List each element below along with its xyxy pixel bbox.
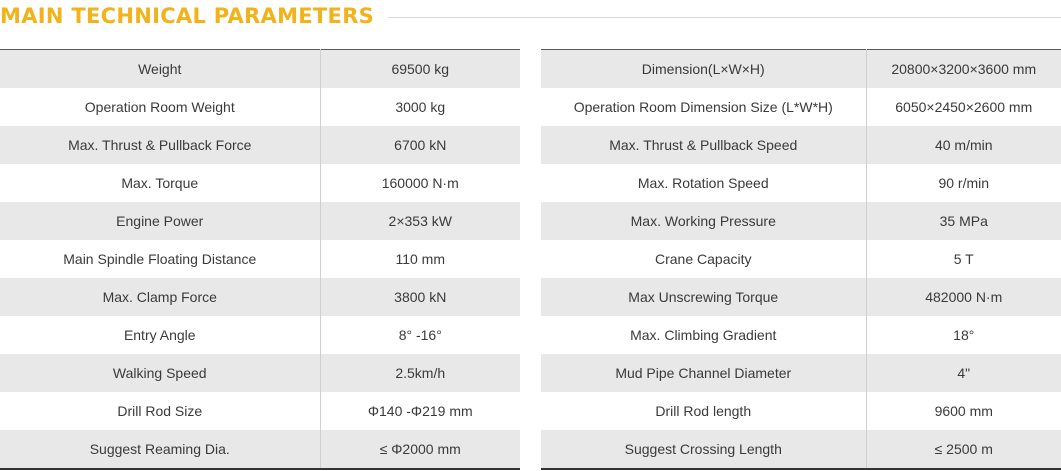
parameter-label: Main Spindle Floating Distance — [0, 240, 320, 278]
parameter-value: 8° -16° — [320, 316, 520, 354]
parameter-value: 35 MPa — [866, 202, 1061, 240]
parameter-label: Suggest Reaming Dia. — [0, 430, 320, 469]
table-row — [0, 278, 520, 316]
parameter-label: Crane Capacity — [541, 240, 866, 278]
parameter-value: 40 m/min — [866, 126, 1061, 164]
parameter-value: 482000 N·m — [866, 278, 1061, 316]
table-row — [0, 430, 520, 469]
table-row — [541, 126, 1061, 164]
parameter-value: 18° — [866, 316, 1061, 354]
parameter-value: 2×353 kW — [320, 202, 520, 240]
parameter-value: 69500 kg — [320, 50, 520, 89]
parameter-value: 3000 kg — [320, 88, 520, 126]
table-row — [541, 50, 1061, 89]
table-row — [0, 126, 520, 164]
parameter-value: 20800×3200×3600 mm — [866, 50, 1061, 89]
parameter-value: 2.5km/h — [320, 354, 520, 392]
table-row — [541, 392, 1061, 430]
table-row — [0, 240, 520, 278]
parameter-label: Max. Torque — [0, 164, 320, 202]
parameter-label: Max. Thrust & Pullback Speed — [541, 126, 866, 164]
table-row — [541, 202, 1061, 240]
table-row — [0, 164, 520, 202]
parameter-label: Mud Pipe Channel Diameter — [541, 354, 866, 392]
parameter-label: Dimension(L×W×H) — [541, 50, 866, 89]
table-row — [0, 392, 520, 430]
parameter-label: Max. Rotation Speed — [541, 164, 866, 202]
parameter-label: Entry Angle — [0, 316, 320, 354]
parameter-value: 90 r/min — [866, 164, 1061, 202]
parameter-value: 9600 mm — [866, 392, 1061, 430]
parameter-label: Operation Room Weight — [0, 88, 320, 126]
parameter-label: Weight — [0, 50, 320, 89]
parameter-value: 3800 kN — [320, 278, 520, 316]
table-row — [541, 430, 1061, 469]
table-row — [0, 88, 520, 126]
parameter-label: Max. Climbing Gradient — [541, 316, 866, 354]
parameter-label: Max. Thrust & Pullback Force — [0, 126, 320, 164]
parameters-table-right — [541, 49, 1061, 470]
parameter-value: 110 mm — [320, 240, 520, 278]
parameter-value: 6050×2450×2600 mm — [866, 88, 1061, 126]
parameter-label: Max Unscrewing Torque — [541, 278, 866, 316]
parameter-label: Drill Rod length — [541, 392, 866, 430]
table-row — [541, 278, 1061, 316]
table-row — [0, 50, 520, 89]
table-row — [541, 88, 1061, 126]
parameter-value: 6700 kN — [320, 126, 520, 164]
parameter-value: Φ140 -Φ219 mm — [320, 392, 520, 430]
parameter-value: 160000 N·m — [320, 164, 520, 202]
table-row — [0, 354, 520, 392]
table-row — [541, 354, 1061, 392]
parameter-label: Max. Clamp Force — [0, 278, 320, 316]
parameter-label: Max. Working Pressure — [541, 202, 866, 240]
table-row — [541, 316, 1061, 354]
title-divider — [388, 17, 1061, 18]
table-row — [541, 164, 1061, 202]
table-row — [541, 240, 1061, 278]
section-title: MAIN TECHNICAL PARAMETERS — [0, 4, 375, 28]
parameter-value: ≤ Φ2000 mm — [320, 430, 520, 469]
table-row — [0, 316, 520, 354]
parameter-label: Drill Rod Size — [0, 392, 320, 430]
parameter-label: Operation Room Dimension Size (L*W*H) — [541, 88, 866, 126]
parameter-label: Suggest Crossing Length — [541, 430, 866, 469]
parameter-value: 4" — [866, 354, 1061, 392]
section-header — [0, 0, 1061, 32]
table-row — [0, 202, 520, 240]
parameter-value: ≤ 2500 m — [866, 430, 1061, 469]
parameter-value: 5 T — [866, 240, 1061, 278]
parameters-table-left — [0, 49, 520, 470]
parameter-label: Walking Speed — [0, 354, 320, 392]
parameter-label: Engine Power — [0, 202, 320, 240]
